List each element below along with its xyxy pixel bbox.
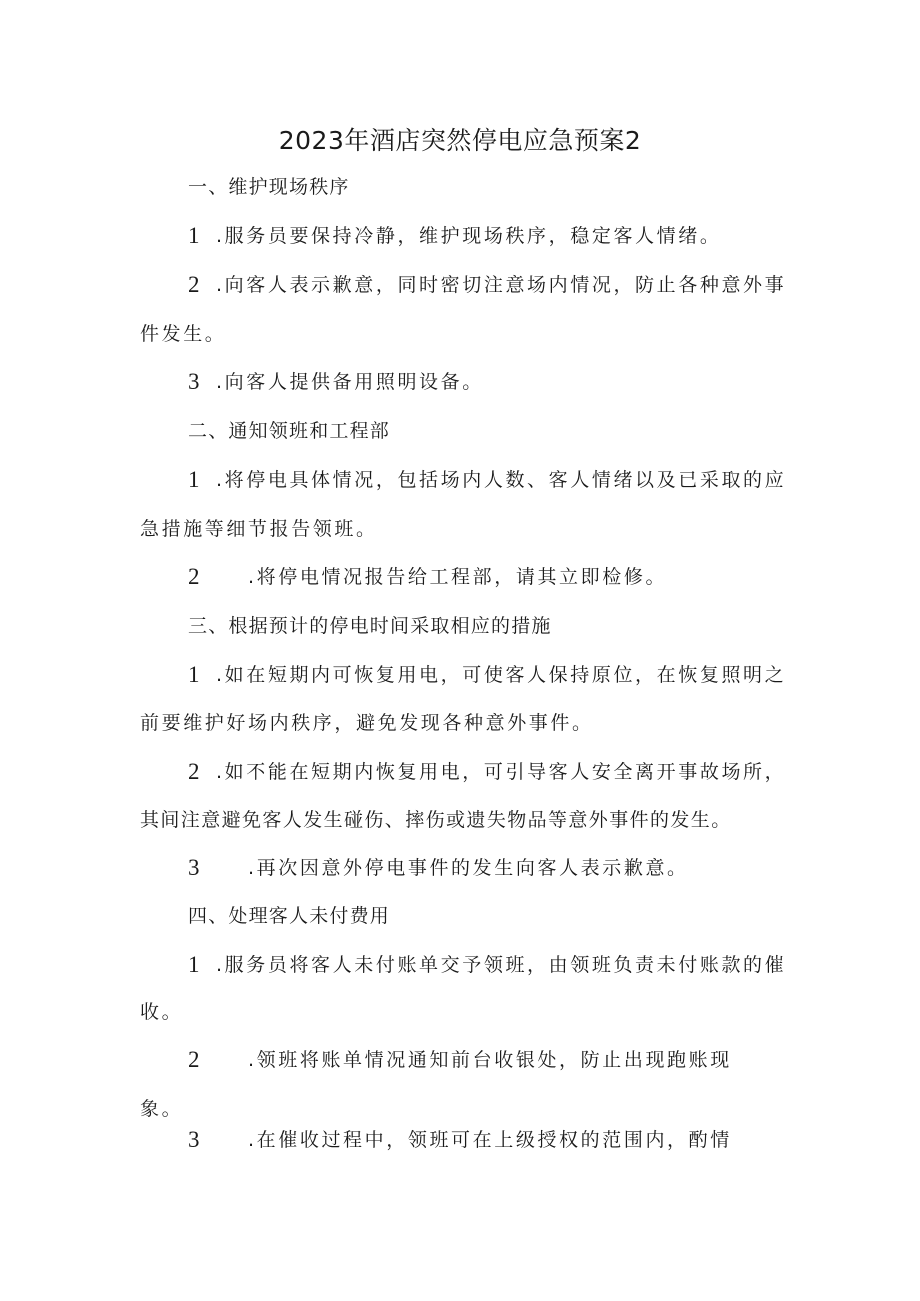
- line-text: 象。: [140, 1098, 184, 1120]
- section-heading-3: [188, 611, 552, 641]
- line-text: .将停电具体情况，包括场内人数、客人情绪以及已采取的应: [216, 469, 787, 491]
- line-text: .领班将账单情况通知前台收银处，防止出现跑账现: [248, 1049, 732, 1071]
- document-title: 2023年酒店突然停电应急预案2: [278, 126, 642, 155]
- list-item: [188, 465, 786, 495]
- list-item: [188, 660, 786, 690]
- line-text: .向客人表示歉意，同时密切注意场内情况，防止各种意外事: [216, 274, 787, 296]
- item-number: 1: [188, 467, 203, 492]
- line-text: 二、通知领班和工程部: [188, 420, 391, 442]
- line-text: .将停电情况报告给工程部，请其立即检修。: [248, 566, 668, 588]
- continuation-line: [140, 319, 226, 349]
- item-number: 2: [188, 272, 203, 297]
- list-item: [188, 221, 721, 251]
- line-text: 急措施等细节报告领班。: [140, 518, 378, 540]
- list-item: [188, 1125, 732, 1155]
- line-text: 件发生。: [140, 323, 227, 345]
- line-text: 前要维护好场内秩序，避免发现各种意外事件。: [140, 712, 594, 734]
- list-item: [188, 950, 786, 980]
- item-number: 1: [188, 662, 203, 687]
- item-number: 2: [188, 564, 203, 589]
- continuation-line: [140, 514, 378, 544]
- item-number: 1: [188, 223, 203, 248]
- item-number: 3: [188, 1127, 203, 1152]
- line-text: 一、维护现场秩序: [188, 176, 350, 198]
- line-text: .如在短期内可恢复用电，可使客人保持原位，在恢复照明之: [216, 664, 787, 686]
- section-heading-1: [188, 172, 350, 202]
- line-text: .服务员将客人未付账单交予领班，由领班负责未付账款的催: [216, 954, 787, 976]
- item-number: 2: [188, 759, 203, 784]
- item-number: 1: [188, 952, 203, 977]
- list-item: [188, 562, 667, 592]
- line-text: 三、根据预计的停电时间采取相应的措施: [188, 615, 552, 637]
- line-text: .再次因意外停电事件的发生向客人表示歉意。: [248, 857, 689, 879]
- list-item: [188, 367, 484, 397]
- continuation-line: [140, 805, 732, 835]
- section-heading-4: [188, 901, 390, 931]
- list-item: [188, 270, 786, 300]
- line-text: 其间注意避免客人发生碰伤、摔伤或遗失物品等意外事件的发生。: [140, 809, 732, 831]
- line-text: .在催收过程中，领班可在上级授权的范围内，酌情: [248, 1129, 732, 1151]
- continuation-line: [140, 997, 183, 1027]
- item-number: 3: [188, 855, 203, 880]
- section-heading-2: [188, 416, 390, 446]
- list-item: [188, 853, 689, 883]
- line-text: 四、处理客人未付费用: [188, 905, 391, 927]
- continuation-line: [140, 708, 594, 738]
- line-text: .如不能在短期内恢复用电，可引导客人安全离开事故场所，: [216, 761, 787, 783]
- line-text: .服务员要保持冷静，维护现场秩序，稳定客人情绪。: [216, 225, 722, 247]
- continuation-line: [140, 1094, 183, 1124]
- line-text: 收。: [140, 1001, 184, 1023]
- list-item: [188, 1045, 732, 1075]
- item-number: 3: [188, 369, 203, 394]
- line-text: .向客人提供备用照明设备。: [216, 371, 484, 393]
- item-number: 2: [188, 1047, 203, 1072]
- list-item: [188, 757, 786, 787]
